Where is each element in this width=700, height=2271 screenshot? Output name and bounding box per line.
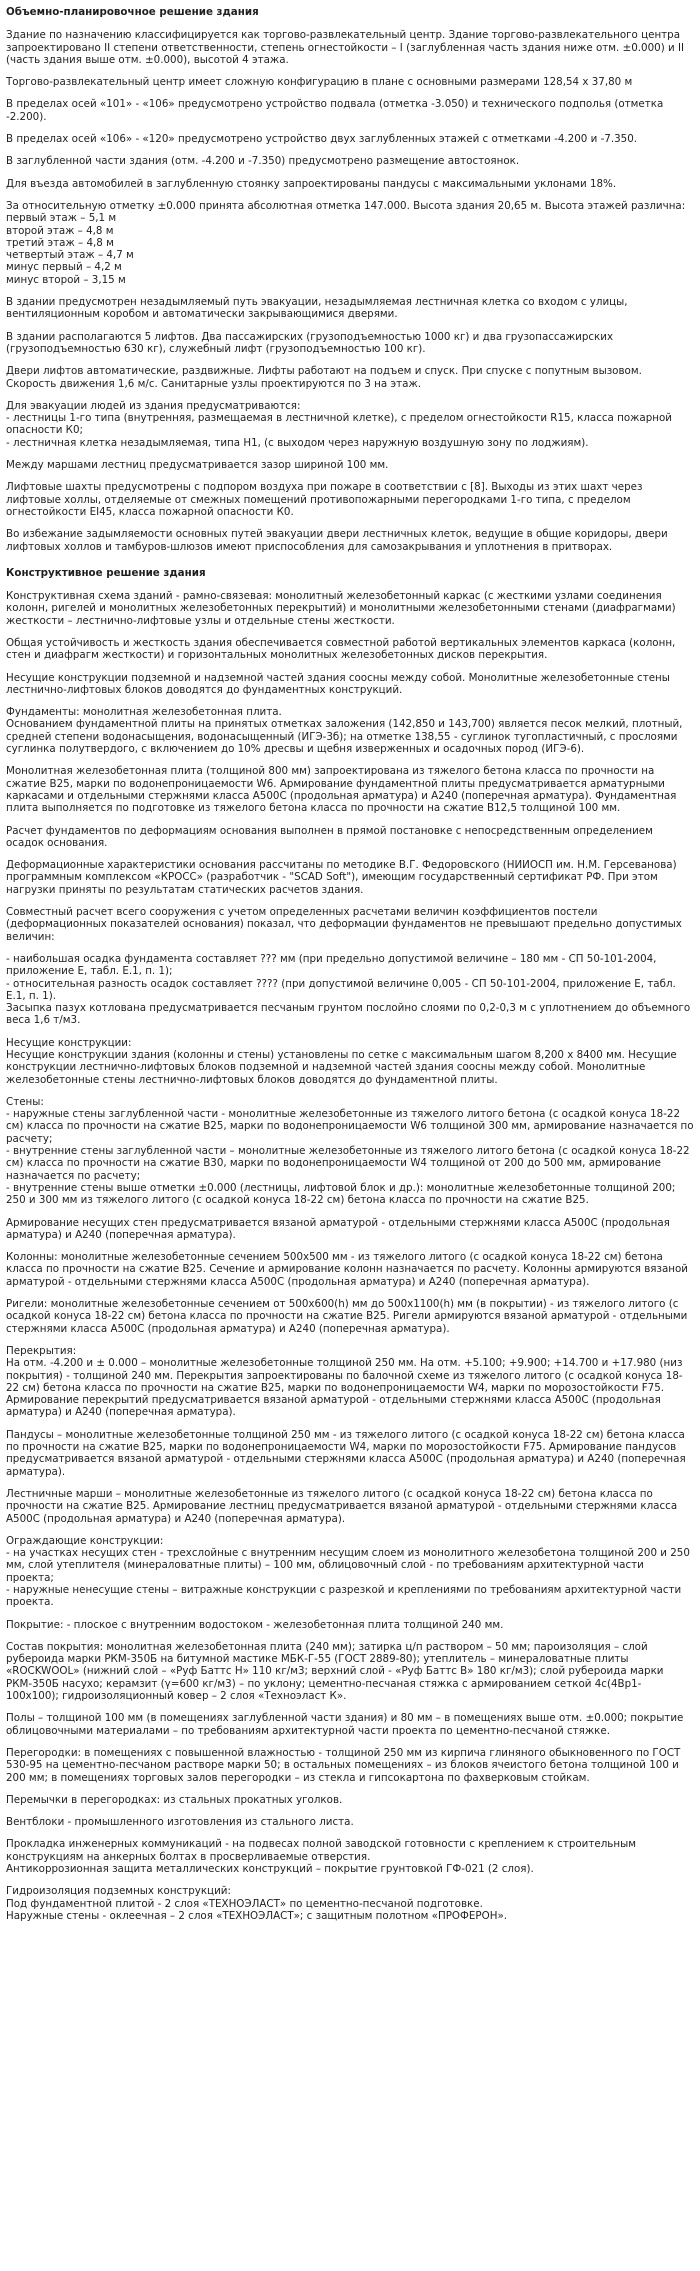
paragraph: Между маршами лестниц предусматривается зазор шириной 100 мм. bbox=[6, 459, 389, 472]
paragraph: Деформационные характеристики основания рассчитаны по методике В.Г. Федоровского (НИИОСП им. Н.М. Герсеванова) программным комплексом «КРОСС» (разработчик - "SCAD Soft"), имеющим государственный сертификат РФ. При этом нагрузки приняты по результатам статических расчетов здания. bbox=[6, 859, 677, 896]
paragraph: Ограждающие конструкции: - на участках несущих стен - трехслойные с внутренним несущим слоем из монолитного железобетона толщиной 200 и 250 мм, слой утеплителя (минераловатные плиты) – 100 мм, облицовочный слой - по требованиям архитектурной части проекта; - наружные ненесущие стены – витражные конструкции с разрезкой и креплениями по требованиям архитектурной части проекта. bbox=[6, 1534, 690, 1609]
paragraph: Ригели: монолитные железобетонные сечением от 500х600(h) мм до 500х1100(h) мм (в покрытии) - из тяжелого литого (с осадкой конуса 18-22 см) бетона класса по прочности на сжатие В25. Ригели армируются вязаной арматурой - отдельными стержнями класса А500С (продольная арматура) и А240 (поперечная арматура). bbox=[6, 1298, 688, 1335]
paragraph: Прокладка инженерных коммуникаций - на подвесах полной заводской готовности с креплением к строительным конструкциям на анкерных болтах в просверливаемые отверстия. Антикоррозионная защита металлических конструкций – покрытие грунтовкой ГФ-021 (2 слоя). bbox=[6, 1838, 636, 1876]
section-heading: Объемно-планировочное решение здания bbox=[6, 6, 259, 18]
paragraph: В здании предусмотрен незадымляемый путь эвакуации, незадымляемая лестничная клетка со входом с улицы, вентиляционным коробом и автоматически закрывающимися дверями. bbox=[6, 296, 628, 321]
paragraph: За относительную отметку ±0.000 принята абсолютная отметка 147.000. Высота здания 20,65 м. Высота этажей различна: первый этаж – 5,1 м второй этаж – 4,8 м третий этаж – 4,8 м четвертый этаж – 4,7 м минус первый – 4,2 м минус второй – 3,15 м bbox=[6, 199, 686, 286]
paragraph: Несущие конструкции подземной и надземной частей здания соосны между собой. Монолитные железобетонные стены лестнично-лифтовых блоков доводятся до фундаментных конструкций. bbox=[6, 671, 670, 696]
paragraph: В пределах осей «106» - «120» предусмотрено устройство двух заглубленных этажей с отметками -4.200 и -7.350. bbox=[6, 133, 638, 146]
paragraph: Состав покрытия: монолитная железобетонная плита (240 мм); затирка ц/п раствором – 50 мм; пароизоляция – слой рубероида марки РКМ-350Б на битумной мастике МБК-Г-55 (ГОСТ 2889-80); утеплитель – минераловатные плиты «ROCKWOOL» (нижний слой – «Руф Баттс Н» 110 кг/м3; верхний слой - «Руф Баттс В» 180 кг/м3); слой рубероида марки РКМ-350Б насухо; керамзит (γ=600 кг/м3) – по уклону; цементно-песчаная стяжка с армированием сеткой 4с(4Вр1-100х100); гидроизоляционный ковер – 2 слоя «Техноэласт К». bbox=[6, 1640, 664, 1703]
paragraph: Перемычки в перегородках: из стальных прокатных уголков. bbox=[6, 1793, 343, 1806]
paragraph: Вентблоки - промышленного изготовления из стального листа. bbox=[6, 1816, 354, 1829]
paragraph: Гидроизоляция подземных конструкций: Под фундаментной плитой - 2 слоя «ТЕХНОЭЛАСТ» по цементно-песчаной подготовке. Наружные стены - оклеечная – 2 слоя «ТЕХНОЭЛАСТ»; с защитным полотном «ПРОФЕРОН». bbox=[6, 1885, 508, 1922]
section-planning bbox=[6, 6, 694, 553]
paragraph: В здании располагаются 5 лифтов. Два пассажирских (грузоподъемностью 1000 кг) и два грузопассажирских (грузоподъемностью 630 кг), служебный лифт (грузоподъемностью 100 кг). bbox=[6, 330, 614, 355]
paragraph: Совместный расчет всего сооружения с учетом определенных расчетами величин коэффициентов постели (деформационных показателей основания) показал, что деформации фундаментов не превышают предельно допустимых величин: bbox=[6, 906, 682, 943]
paragraph: В пределах осей «101» - «106» предусмотрено устройство подвала (отметка -3.050) и технического подполья (отметка -2.200). bbox=[6, 98, 664, 123]
paragraph: Общая устойчивость и жесткость здания обеспечивается совместной работой вертикальных элементов каркаса (колонн, стен и диафрагм жесткости) и горизонтальных монолитных железобетонных дисков перекрытия. bbox=[6, 636, 676, 662]
section-body bbox=[6, 29, 694, 553]
paragraph: Монолитная железобетонная плита (толщиной 800 мм) запроектирована из тяжелого бетона класса по прочности на сжатие В25, марки по водонепроницаемости W6. Армирование фундаментной плиты предусматривается арматурными каркасами и отдельными стержнями класса А500С (продольная арматура) и А240 (поперечная арматура). Фундаментная плита выполняется по подготовке из тяжелого бетона класса по прочности на сжатие В12,5 толщиной 100 мм. bbox=[6, 765, 677, 815]
paragraph: Пандусы – монолитные железобетонные толщиной 250 мм - из тяжелого литого (с осадкой конуса 18-22 см) бетона класса по прочности на сжатие В25, марки по водонепроницаемости W4, марки по морозостойкости F75. Армирование пандусов предусматривается вязаной арматурой - отдельными стержнями класса А500С (продольная арматура) и А240 (поперечная арматура). bbox=[6, 1428, 686, 1478]
paragraph: Здание по назначению классифицируется как торгово-развлекательный центр. Здание торгово-развлекательного центра запроектировано II степени ответственности, степень огнестойкости – I (заглубленная часть здания ниже отм. ±0.000) и II (часть здания выше отм. ±0.000), высотой 4 этажа. bbox=[6, 29, 685, 66]
paragraph: Армирование несущих стен предусматривается вязаной арматурой - отдельными стержнями класса А500С (продольная арматура) и А240 (поперечная арматура). bbox=[6, 1216, 670, 1241]
paragraph: - наибольшая осадка фундамента составляет ??? мм (при предельно допустимой величине – 180 мм - СП 50-101-2004, приложение Е, табл. Е.1, п. 1); - относительная разность осадок составляет ???? (при допустимой величине 0,005 - СП 50-101-2004, приложение Е, табл. Е.1, п. 1). Засыпка пазух котлована предусматривается песчаным грунтом послойно слоями по 0,2-0,3 м с уплотнением до объемного веса 1,6 т/м3. bbox=[6, 952, 691, 1027]
paragraph: Лестничные марши – монолитные железобетонные из тяжелого литого (с осадкой конуса 18-22 см) бетона класса по прочности на сжатие В25. Армирование лестниц предусматривается вязаной арматурой - отдельными стержнями класса А500С (продольная арматура) и А240 (поперечная арматура). bbox=[6, 1487, 678, 1525]
paragraph: Для въезда автомобилей в заглубленную стоянку запроектированы пандусы с максимальными уклонами 18%. bbox=[6, 177, 617, 190]
paragraph: В заглубленной части здания (отм. -4.200 и -7.350) предусмотрено размещение автостоянок. bbox=[6, 155, 520, 168]
paragraph: Двери лифтов автоматические, раздвижные. Лифты работают на подъем и спуск. При спуске с попутным вызовом. Скорость движения 1,6 м/с. Санитарные узлы проектируются по 3 на этаж. bbox=[6, 365, 642, 390]
section-body bbox=[6, 590, 694, 1922]
paragraph: Фундаменты: монолитная железобетонная плита. Основанием фундаментной плиты на принятых отметках заложения (142,850 и 143,700) является песок мелкий, плотный, средней степени водонасыщения, водонасыщенный (ИГЭ-3б); на отметке 138,55 - суглинок тугопластичный, с прослоями суглинка полутвердого, с включением до 10% дресвы и щебня изверженных и осадочных пород (ИГЭ-6). bbox=[6, 706, 683, 756]
paragraph: Несущие конструкции: Несущие конструкции здания (колонны и стены) установлены по сетке с максимальным шагом 8,200 х 8400 мм. Несущие конструкции лестнично-лифтовых блоков подземной и надземной частей здания соосны между собой. Монолитные железобетонные стены лестнично-лифтовых блоков доводятся до фундаментной плиты. bbox=[6, 1036, 677, 1086]
section-heading: Конструктивное решение здания bbox=[6, 566, 206, 579]
paragraph: Полы – толщиной 100 мм (в помещениях заглубленной части здания) и 80 мм – в помещениях выше отм. ±0.000; покрытие облицовочными материалами – по требованиям архитектурной части проекта по цементно-песчаной стяжке. bbox=[6, 1712, 684, 1737]
paragraph: Перегородки: в помещениях с повышенной влажностью - толщиной 250 мм из кирпича глиняного обыкновенного по ГОСТ 530-95 на цементно-песчаном растворе марки 50; в остальных помещениях – из блоков ячеистого бетона толщиной 100 и 200 мм; в помещениях торговых залов перегородки – из стекла и гипсокартона по фахверковым стойкам. bbox=[6, 1746, 681, 1784]
paragraph: Покрытие: - плоское с внутренним водостоком - железобетонная плита толщиной 240 мм. bbox=[6, 1618, 504, 1631]
paragraph: Конструктивная схема зданий - рамно-связевая: монолитный железобетонный каркас (с жесткими узлами соединения колонн, ригелей и монолитных железобетонных перекрытий) и монолитными железобетонными стенами (диафрагмами) жесткости – лестнично-лифтовые узлы и отдельные стены жесткости. bbox=[6, 590, 676, 627]
paragraph: Лифтовые шахты предусмотрены с подпором воздуха при пожаре в соответствии с [8]. Выходы из этих шахт через лифтовые холлы, отделяемые от смежных помещений противопожарными перегородками 1-го типа, с пределом огнестойкости EI45, класса пожарной опасности К0. bbox=[6, 481, 643, 518]
paragraph: Перекрытия: На отм. -4.200 и ± 0.000 – монолитные железобетонные толщиной 250 мм. На отм. +5.100; +9.900; +14.700 и +17.980 (низ покрытия) - толщиной 240 мм. Перекрытия запроектированы по балочной схеме из тяжелого литого (с осадкой конуса 18-22 см) бетона класса по прочности на сжатие В25, марки по водонепроницаемости W4, марки по морозостойкости F75. Армирование перекрытий предусматривается вязаной арматурой - отдельными стержнями класса А500С (продольная арматура) и А240 (поперечная арматура). bbox=[6, 1344, 683, 1419]
paragraph: Стены: - наружные стены заглубленной части - монолитные железобетонные из тяжелого литого бетона (с осадкой конуса 18-22 см) класса по прочности на сжатие В25, марки по водонепроницаемости W6 толщиной 300 мм, армирование назначается по расчету; - внутренние стены заглубленной части – монолитные железобетонные из тяжелого литого бетона (с осадкой конуса 18-22 см) класса по прочности на сжатие В30, марки по водонепроницаемости W4 толщиной от 200 до 500 мм, армирование назначается по расчету; - внутренние стены выше отметки ±0.000 (лестницы, лифтовой блок и др.): монолитные железобетонные толщиной 200; 250 и 300 мм из тяжелого литого (с осадкой конуса 18-22 см) бетона класса по прочности на сжатие В25. bbox=[6, 1095, 694, 1207]
paragraph: Во избежание задымляемости основных путей эвакуации двери лестничных клеток, ведущие в общие коридоры, двери лифтовых холлов и тамбуров-шлюзов имеют приспособления для самозакрывания и уплотнения в притворах. bbox=[6, 528, 668, 553]
paragraph: Расчет фундаментов по деформациям основания выполнен в прямой постановке с непосредственным определением осадок основания. bbox=[6, 824, 653, 849]
paragraph: Для эвакуации людей из здания предусматриваются: - лестницы 1-го типа (внутренняя, размещаемая в лестничной клетке), с пределом огнестойкости R15, класса пожарной опасности К0; - лестничная клетка незадымляемая, типа Н1, (с выходом через наружную воздушную зону по лоджиям). bbox=[6, 399, 673, 449]
paragraph: Колонны: монолитные железобетонные сечением 500х500 мм - из тяжелого литого (с осадкой конуса 18-22 см) бетона класса по прочности на сжатие В25. Сечение и армирование колонн назначается по расчету. Колонны армируются вязаной арматурой - отдельными стержнями класса А500С (продольная арматура) и А240 (поперечная арматура). bbox=[6, 1251, 688, 1288]
section-structural bbox=[6, 567, 694, 1922]
paragraph: Торгово-развлекательный центр имеет сложную конфигурацию в плане с основными размерами 128,54 х 37,80 м bbox=[6, 76, 633, 89]
